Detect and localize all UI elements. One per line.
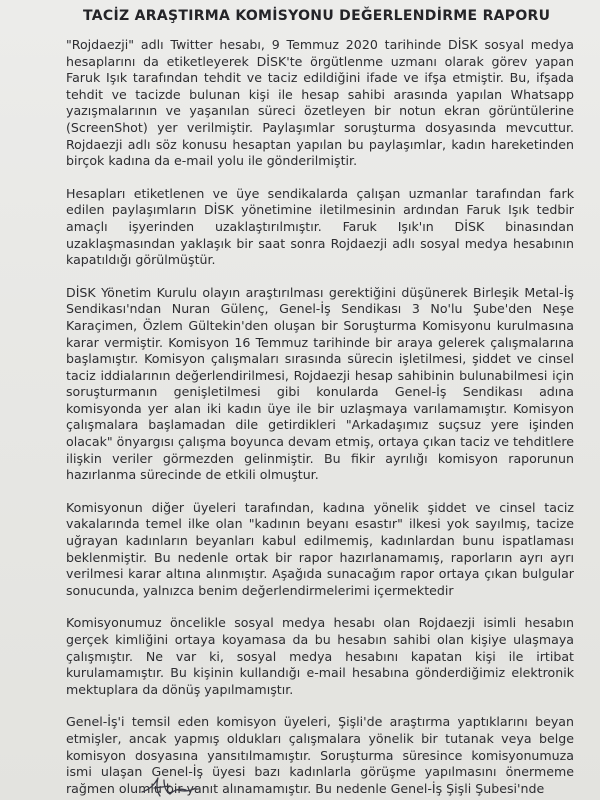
page-title: TACİZ ARAŞTIRMA KOMİSYONU DEĞERLENDİRME RAPORU (83, 8, 551, 24)
paragraph-6: Genel-İş'i temsil eden komisyon üyeleri, Şişli'de araştırma yaptıklarını beyan etmişler, ancak yapmış oldukları çalışmalara yönelik bir tutanak veya belge komisyon dosyasına yansıtılmamıştır. Soruşturma süresince komisyonumuza ismi ulaşan Genel-İş üyesi bazı kadınlarla görüşme yapılmasını önermeme rağmen olumlu bir yanıt alınamamıştır. Bu nedenle Genel-İş Şişli Şubesi'nde (66, 714, 574, 796)
paragraph-4: Komisyonun diğer üyeleri tarafından, kadına yönelik şiddet ve cinsel taciz vakalarında temel ilke olan "kadının beyanı esastır" ilkesi yok sayılmış, tacize uğrayan kadınların beyanları kabul edilmemiş, kadınlardan bunu ispatlaması beklenmiştir. Bu nedenle ortak bir rapor hazırlanamamış, raporların ayrı ayrı verilmesi karar altına alınmıştır. Aşağıda sunacağım rapor ortaya çıkan bulgular sonucunda, yalnızca benim değerlendirmelerimi içermektedir (66, 499, 574, 598)
paragraph-5: Komisyonumuz öncelikle sosyal medya hesabı olan Rojdaezji isimli hesabın gerçek kimliğini ortaya koyamasa da bu hesabın sahibi olan kişiye ulaşmaya çalışmıştır. Ne var ki, sosyal medya hesabını kapatan kişi ile irtibat kurulamamıştır. Bu kişinin kullandığı e-mail hesabına gönderdiğimiz elektronik mektuplara da dönüş yapılmamıştır. (66, 615, 574, 697)
paragraph-1: "Rojdaezji" adlı Twitter hesabı, 9 Temmuz 2020 tarihinde DİSK sosyal medya hesaplarını da etiketleyerek DİSK'te örgütlenme uzmanı olarak görev yapan Faruk Işık tarafından tehdit ve taciz edildiğini ifade ve ifşa etmiştir. Bu, ifşada tehdit ve tacizde bulunan kişi ile hesap sahibi arasında yapılan Whatsapp yazışmalarının ve yaşanılan süreci özetleyen bir notun ekran görüntülerine (ScreenShot) yer verilmiştir. Paylaşımlar soruşturma dosyasında mevcuttur. Rojdaezji adlı söz konusu hesaptan yapılan bu paylaşımlar, kadın hareketinden birçok kadına da e-mail yolu ile gönderilmiştir. (66, 37, 574, 169)
signature-mark (140, 770, 200, 800)
paragraph-3: DİSK Yönetim Kurulu olayın araştırılması gerektiğini düşünerek Birleşik Metal-İş Sendikası'ndan Nuran Gülenç, Genel-İş Sendikası 3 No'lu Şube'den Neşe Karaçimen, Özlem Gültekin'den oluşan bir Soruşturma Komisyonu kurulmasına karar vermiştir. Komisyon 16 Temmuz tarihinde bir araya gelerek çalışmalarına başlamıştır. Komisyon çalışmaları sırasında sürecin işletilmesi, şiddet ve cinsel taciz iddialarının değerlendirilmesi, Rojdaezji hesap sahibinin bulunabilmesi için soruşturmanın genişletilmesi gibi konularda Genel-İş Sendikası adına komisyonda yer alan iki kadın üye ile bir uzlaşmaya varılamamıştır. Komisyon çalışmalara başlamadan dile getirdikleri "Arkadaşımız suçsuz yere işinden olacak" önyargısı çalışma boyunca devam etmiş, ortaya çıkan taciz ve tehditlere ilişkin veriler görmezden gelinmiştir. Bu fikir ayrılığı komisyon raporunun hazırlanma sürecinde de etkili olmuştur. (66, 284, 574, 483)
paragraph-2: Hesapları etiketlenen ve üye sendikalarda çalışan uzmanlar tarafından fark edilen paylaşımların DİSK yönetimine iletilmesinin ardından Faruk Işık tedbir amaçlı işyerinden uzaklaştırılmıştır. Faruk Işık'ın DİSK binasından uzaklaşmasından yaklaşık bir saat sonra Rojdaezji adlı sosyal medya hesabının kapatıldığı görülmüştür. (66, 185, 574, 268)
